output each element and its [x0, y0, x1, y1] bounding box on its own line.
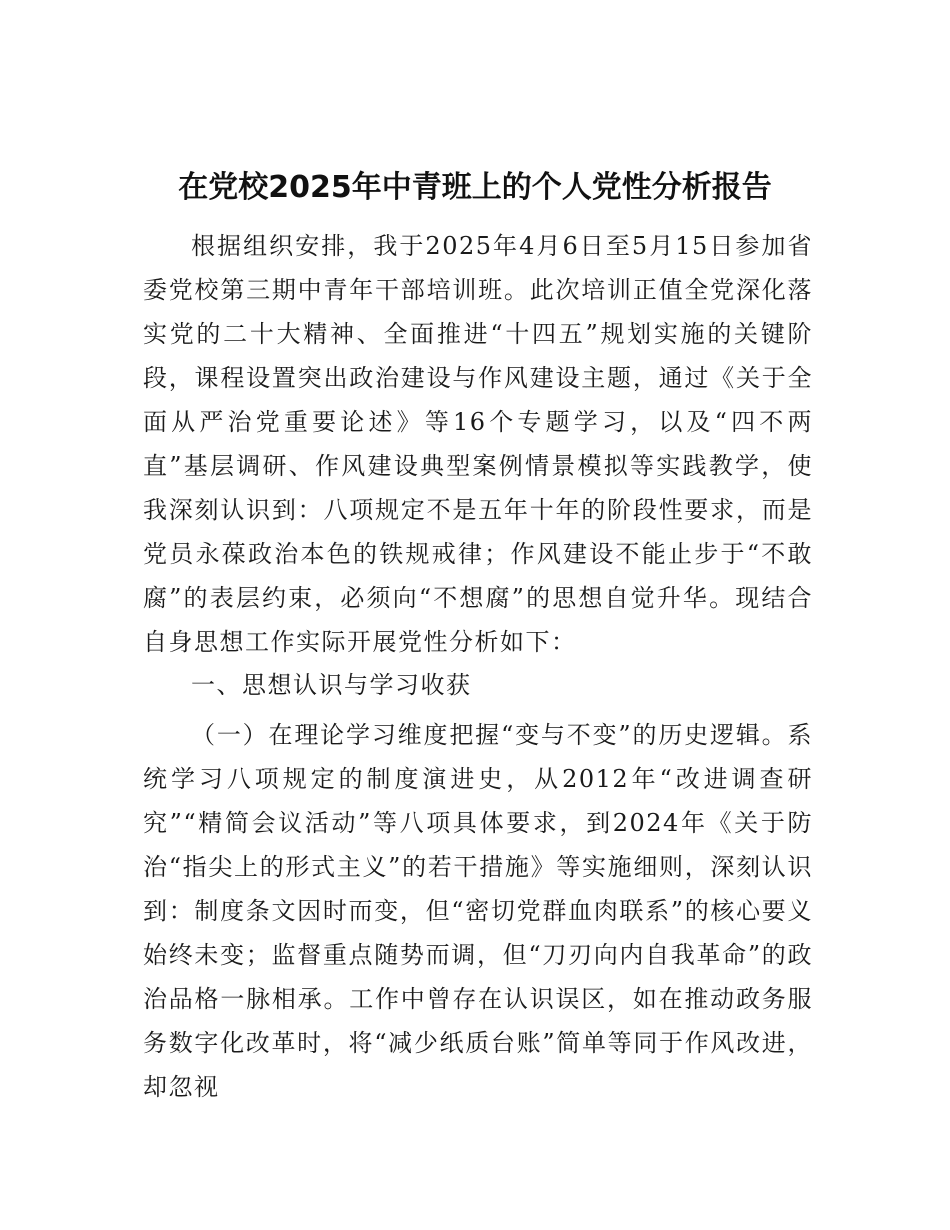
section-heading: 一、思想认识与学习收获	[191, 671, 472, 699]
intro-paragraph: 根据组织安排，我于2025年4月6日至5月15日参加省委党校第三期中青年干部培训班。此次培训正值全党深化落实党的二十大精神、全面推进“十四五”规划实施的关键阶段，课程设置突出政治建设与作风建设主题，通过《关于全面从严治党重要论述》等16个专题学习，以及“四不两直”基层调研、作风建设典型案例情景模拟等实践教学，使我深刻认识到：八项规定不是五年十年的阶段性要求，而是党员永葆政治本色的铁规戒律；作风建设不能止步于“不敢腐”的表层约束，必须向“不想腐”的思想自觉升华。现结合自身思想工作实际开展党性分析如下：	[143, 232, 813, 656]
section-paragraph: （一）在理论学习维度把握“变与不变”的历史逻辑。系统学习八项规定的制度演进史，从2012年“改进调查研究”“精简会议活动”等八项具体要求，到2024年《关于防治“指尖上的形式主义”的若干措施》等实施细则，深刻认识到：制度条文因时而变，但“密切党群血肉联系”的核心要义始终未变；监督重点随势而调，但“刀刃向内自我革命”的政治品格一脉相承。工作中曾存在认识误区，如在推动政务服务数字化改革时，将“减少纸质台账”简单等同于作风改进，却忽视	[143, 721, 813, 1101]
document-title: 在党校2025年中青班上的个人党性分析报告	[178, 170, 772, 205]
